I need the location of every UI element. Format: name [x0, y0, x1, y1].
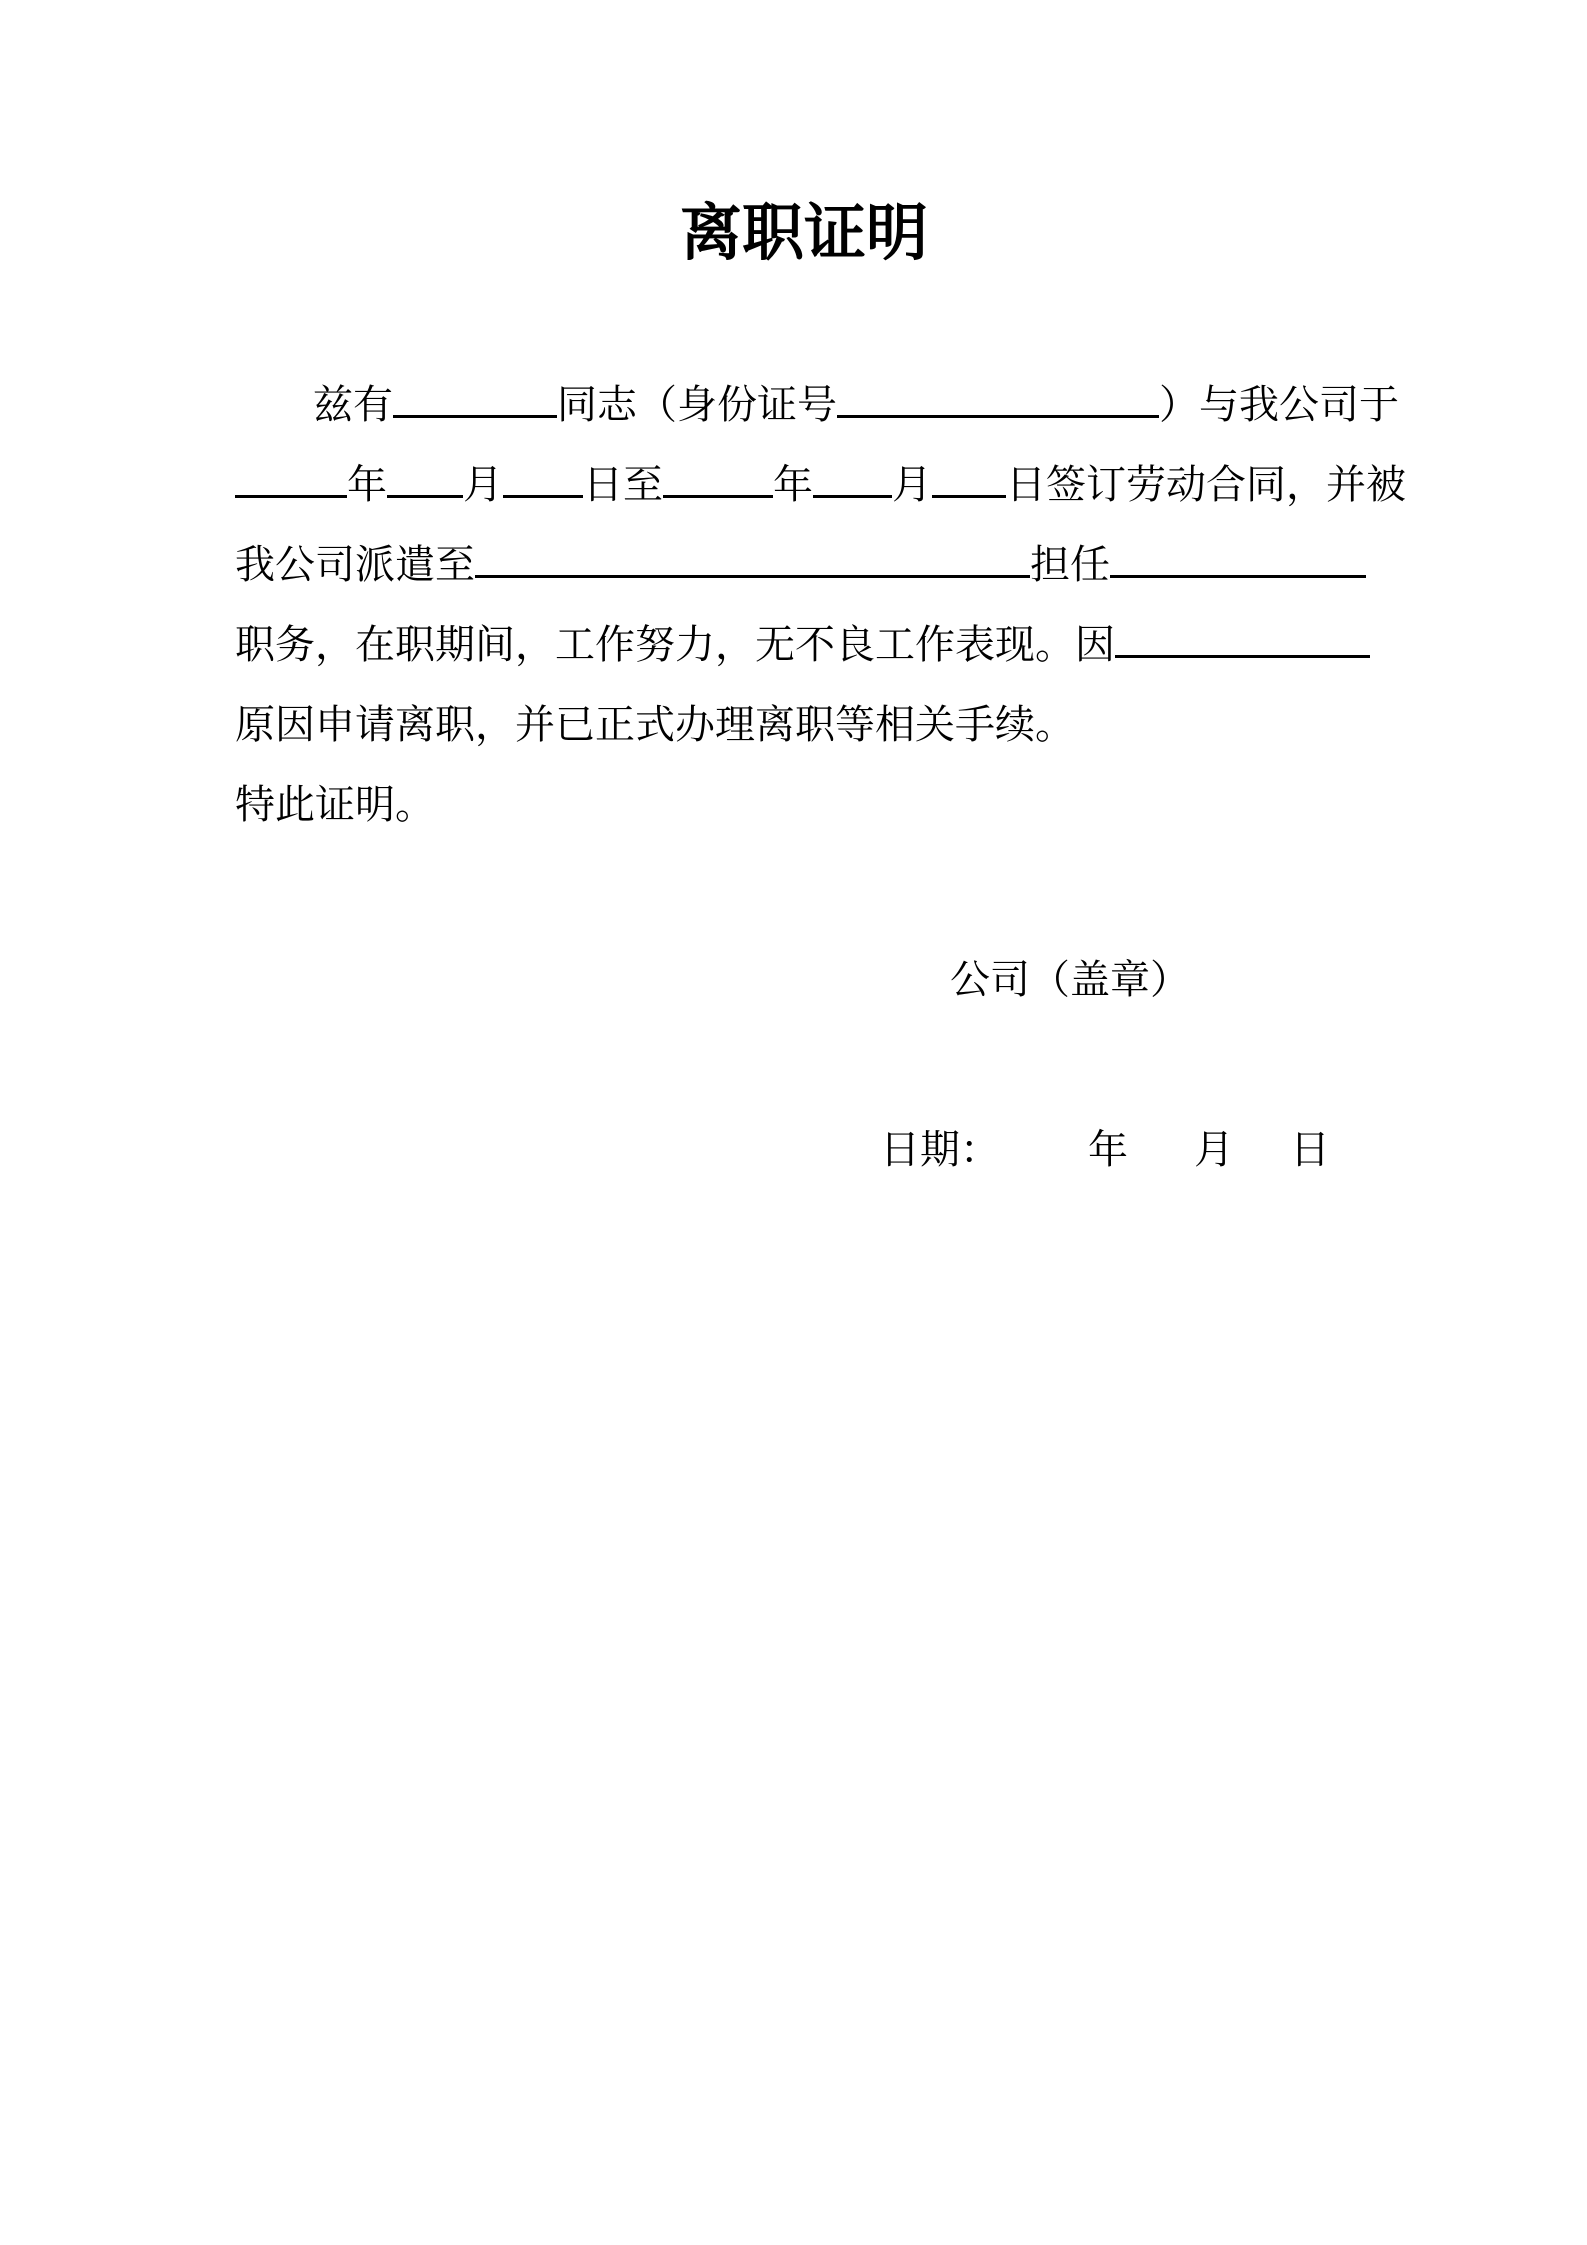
- text-run: ）与我公司于: [1159, 382, 1399, 427]
- body-line-3: [235, 525, 1373, 605]
- text-run: 特此证明。: [235, 782, 435, 827]
- blank-field: [235, 455, 347, 498]
- blank-field: [1115, 615, 1370, 658]
- body-line-6: [235, 765, 1373, 845]
- text-run: 同志（身份证号: [557, 382, 837, 427]
- text-run: 日签订劳动合同，并被: [1006, 462, 1406, 507]
- company-seal-label: 公司（盖章）: [950, 957, 1190, 1002]
- blank-field: [932, 455, 1006, 498]
- text-run: 月: [463, 462, 503, 507]
- text-run: 原因申请离职，并已正式办理离职等相关手续。: [235, 702, 1075, 747]
- body-line-4: [235, 605, 1373, 685]
- body-line-2: [235, 445, 1406, 525]
- spacer: [1000, 1123, 1088, 1163]
- text-run: 日期：: [880, 1127, 1000, 1172]
- body-line-5: [235, 685, 1373, 765]
- text-run: 日至: [583, 462, 663, 507]
- spacer: [1234, 1123, 1290, 1163]
- text-run: 我公司派遣至: [235, 542, 475, 587]
- blank-field: [1110, 535, 1366, 578]
- text-run: 年: [773, 462, 813, 507]
- date-line: [235, 1110, 1373, 1190]
- blank-field: [387, 455, 463, 498]
- document-title: 离职证明: [679, 199, 928, 268]
- text-run: 日: [1290, 1127, 1330, 1172]
- blank-field: [475, 535, 1030, 578]
- blank-field: [813, 455, 892, 498]
- spacer: [1128, 1123, 1194, 1163]
- blank-field: [663, 455, 773, 498]
- company-seal-line: [235, 940, 1373, 1020]
- blank-field: [837, 375, 1159, 418]
- body-line-1: [235, 365, 1399, 445]
- text-run: 月: [1194, 1127, 1234, 1172]
- body-paragraph: [235, 365, 1406, 845]
- text-run: 月: [892, 462, 932, 507]
- blank-field: [393, 375, 557, 418]
- text-run: 年: [1088, 1127, 1128, 1172]
- text-run: 职务，在职期间，工作努力，无不良工作表现。因: [235, 622, 1115, 667]
- text-run: 兹有: [313, 382, 393, 427]
- text-run: 年: [347, 462, 387, 507]
- blank-field: [503, 455, 583, 498]
- text-run: 担任: [1030, 542, 1110, 587]
